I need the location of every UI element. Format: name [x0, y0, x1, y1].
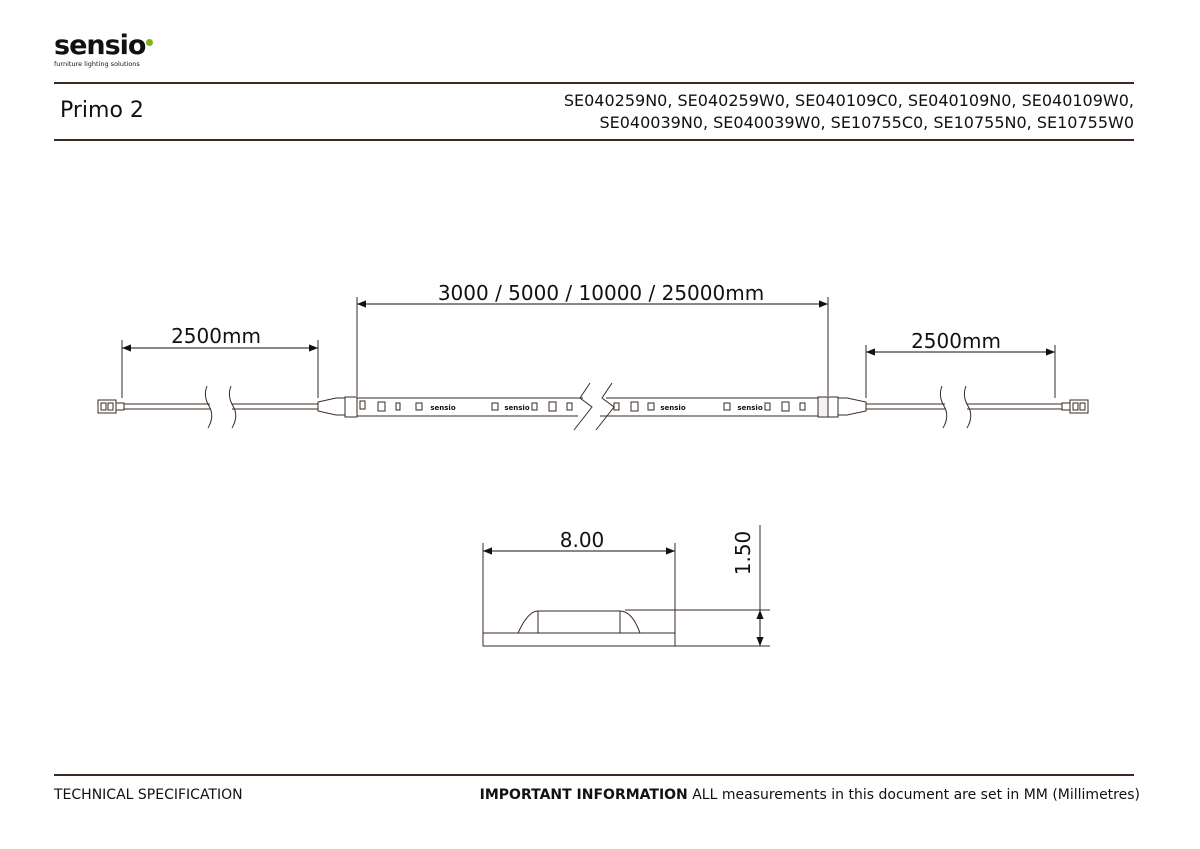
brand-tagline: furniture lighting solutions	[54, 60, 140, 68]
right-connector-plug	[1062, 400, 1088, 413]
product-codes-line-2: SE040039N0, SE040039W0, SE10755C0, SE10755N0, SE10755W0	[599, 113, 1134, 132]
right-cable-joint	[838, 398, 866, 415]
important-info-text: ALL measurements in this document are set in MM (Millimetres)	[692, 787, 1140, 803]
important-info-label: IMPORTANT INFORMATION	[479, 787, 688, 803]
led-strip-right-segment	[600, 398, 828, 416]
left-end-cap	[345, 397, 357, 417]
strip-cross-section	[483, 611, 675, 646]
product-codes-line-1: SE040259N0, SE040259W0, SE040109C0, SE040109N0, SE040109W0,	[563, 91, 1134, 110]
right-cable	[866, 386, 1062, 428]
section-width-label: 8.00	[559, 528, 605, 552]
left-cable-joint	[318, 398, 345, 415]
footer-title: TECHNICAL SPECIFICATION	[54, 787, 243, 803]
strip-print-4: sensio	[737, 404, 763, 412]
strip-print-2: sensio	[504, 404, 530, 412]
strip-print-1: sensio	[430, 404, 456, 412]
right-cable-length-label: 2500mm	[911, 329, 1001, 353]
left-cable-length-label: 2500mm	[171, 324, 261, 348]
right-end-cap-outer	[828, 397, 838, 417]
brand-name: sensio	[54, 30, 146, 61]
footer-rule	[54, 774, 1134, 776]
strip-print-3: sensio	[660, 404, 686, 412]
page-title: Primo 2	[60, 98, 144, 123]
left-connector-plug	[98, 400, 124, 413]
section-height-label: 1.50	[731, 530, 755, 576]
strip-length-label: 3000 / 5000 / 10000 / 25000mm	[437, 281, 765, 305]
right-end-cap	[818, 397, 828, 417]
left-cable	[124, 386, 318, 428]
strip-break-symbol	[574, 383, 614, 430]
footer-important-info	[480, 787, 1140, 803]
